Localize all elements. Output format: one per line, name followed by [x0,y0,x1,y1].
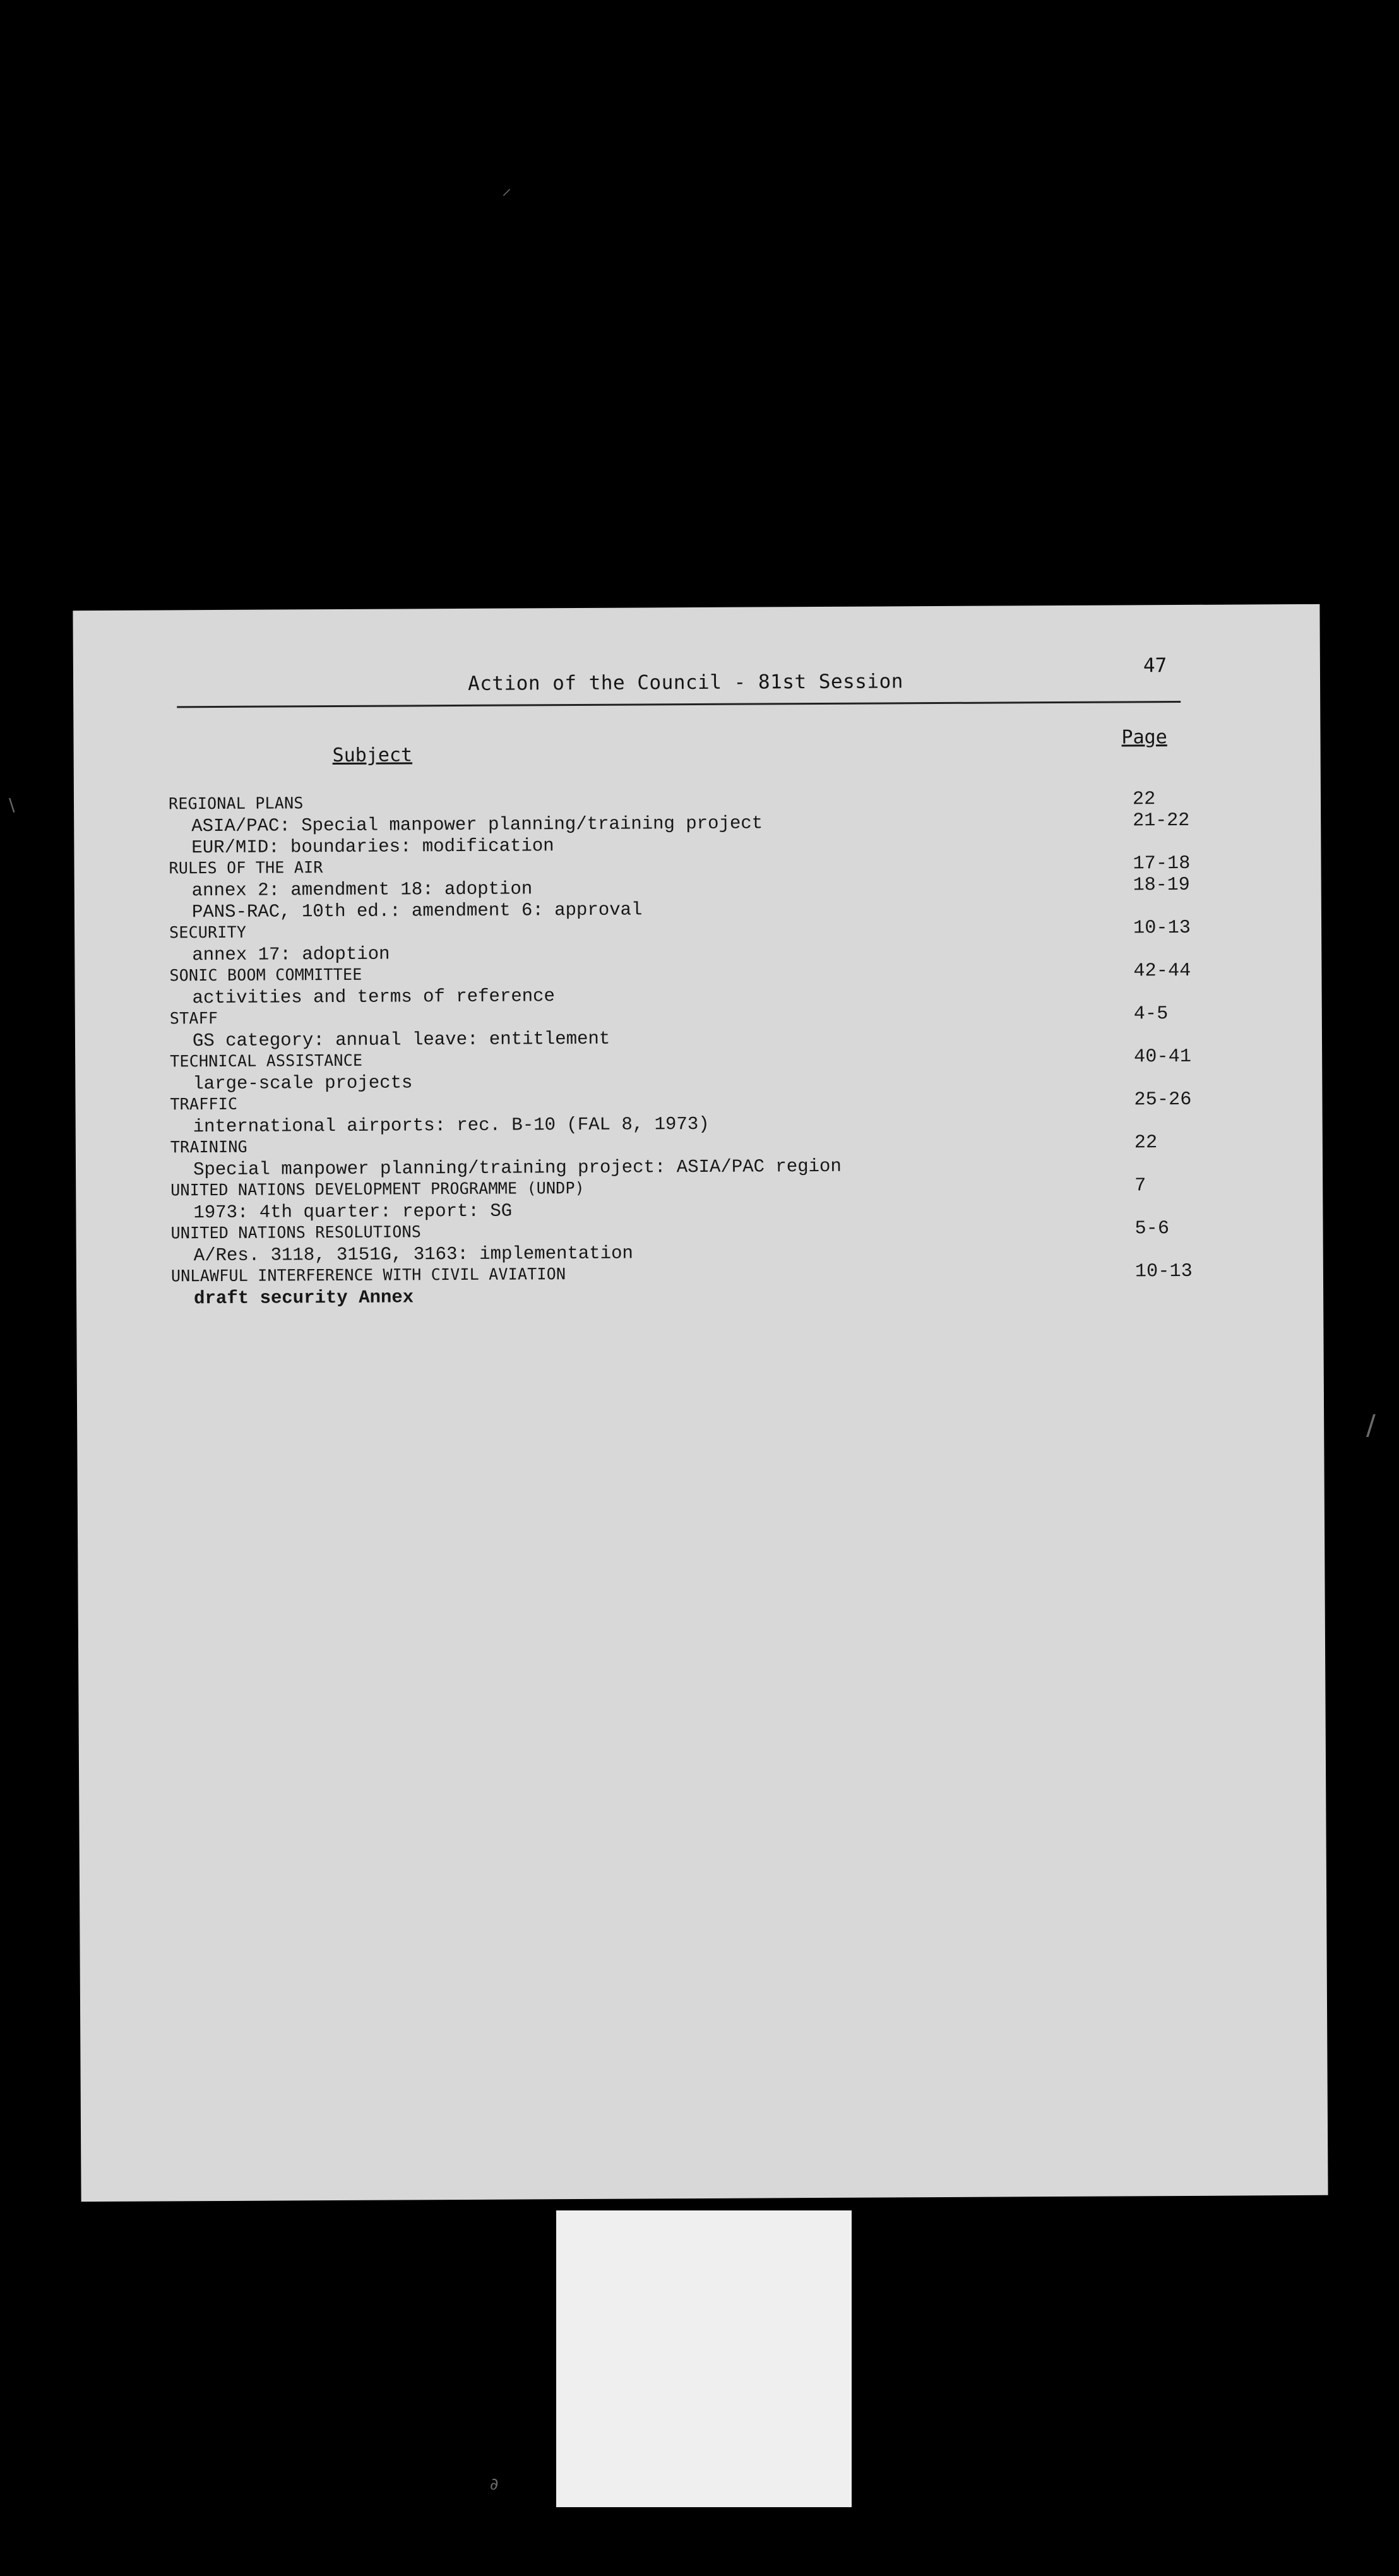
entry-page-ref: 4-5 [1133,1003,1169,1025]
page-column-heading: Page [1121,726,1167,749]
entry-subject: activities and terms of reference [192,986,556,1009]
entry-page-ref: 21-22 [1133,809,1190,832]
entry-page-ref: 18-19 [1133,874,1190,897]
document-page [73,604,1328,2202]
lower-paper-slip [556,2210,852,2507]
entry-subject: UNITED NATIONS RESOLUTIONS [170,1222,422,1243]
entry-subject: TRAFFIC [170,1094,238,1114]
scan-speck: / [1366,1409,1376,1441]
entry-subject: RULES OF THE AIR [169,858,323,878]
entry-page-ref: 10-13 [1134,1260,1193,1283]
entry-subject: UNITED NATIONS DEVELOPMENT PROGRAMME (UNDP) [170,1178,585,1200]
entry-page-ref: 40-41 [1134,1046,1192,1068]
subject-index-list [169,789,1276,1309]
entry-page-ref: 22 [1134,1132,1158,1154]
entry-subject: UNLAWFUL INTERFERENCE WITH CIVIL AVIATION [170,1265,566,1285]
entry-subject: GS category: annual leave: entitlement [192,1028,610,1052]
entry-page-ref: 7 [1134,1175,1146,1197]
document-title: Action of the Council - 81st Session [467,670,904,695]
header-rule [177,701,1181,708]
entry-subject: EUR/MID: boundaries: modification [191,835,554,859]
entry-page-ref: 10-13 [1133,917,1191,939]
entry-page-ref: 22 [1132,789,1156,811]
scan-speck: ∂ [490,2475,499,2494]
entry-page-ref: 17-18 [1133,852,1191,875]
subject-heading: Subject [332,744,413,767]
entry-subject: TECHNICAL ASSISTANCE [170,1051,363,1071]
entry-page-ref: 25-26 [1134,1088,1192,1111]
entry-subject: SECURITY [169,922,247,942]
entry-page-ref: 42-44 [1133,960,1191,982]
entry-subject: large-scale projects [193,1072,413,1095]
entry-subject: Special manpower planning/training project: ASIA/PAC region [193,1155,842,1181]
entry-subject: TRAINING [170,1137,247,1157]
entry-subject: international airports: rec. B-10 (FAL 8, 1973) [193,1113,710,1138]
page-number: 47 [1143,654,1167,677]
entry-subject: REGIONAL PLANS [168,794,304,813]
entry-page-ref: 5-6 [1134,1218,1170,1240]
entry-subject: draft security Annex [194,1287,414,1309]
entry-subject: ASIA/PAC: Special manpower planning/training project [191,813,763,837]
entry-subject: A/Res. 3118, 3151G, 3163: implementation [193,1243,633,1267]
entry-subject: annex 2: amendment 18: adoption [191,878,533,902]
entry-subject: STAFF [169,1008,218,1028]
entry-subject: SONIC BOOM COMMITTEE [169,965,362,985]
entry-subject: 1973: 4th quarter: report: SG [193,1200,513,1224]
entry-subject: PANS-RAC, 10th ed.: amendment 6: approval [191,899,643,923]
scan-speck: ⸝ [502,177,511,200]
scan-speck: \ [9,794,15,815]
entry-subject: annex 17: adoption [192,943,390,966]
